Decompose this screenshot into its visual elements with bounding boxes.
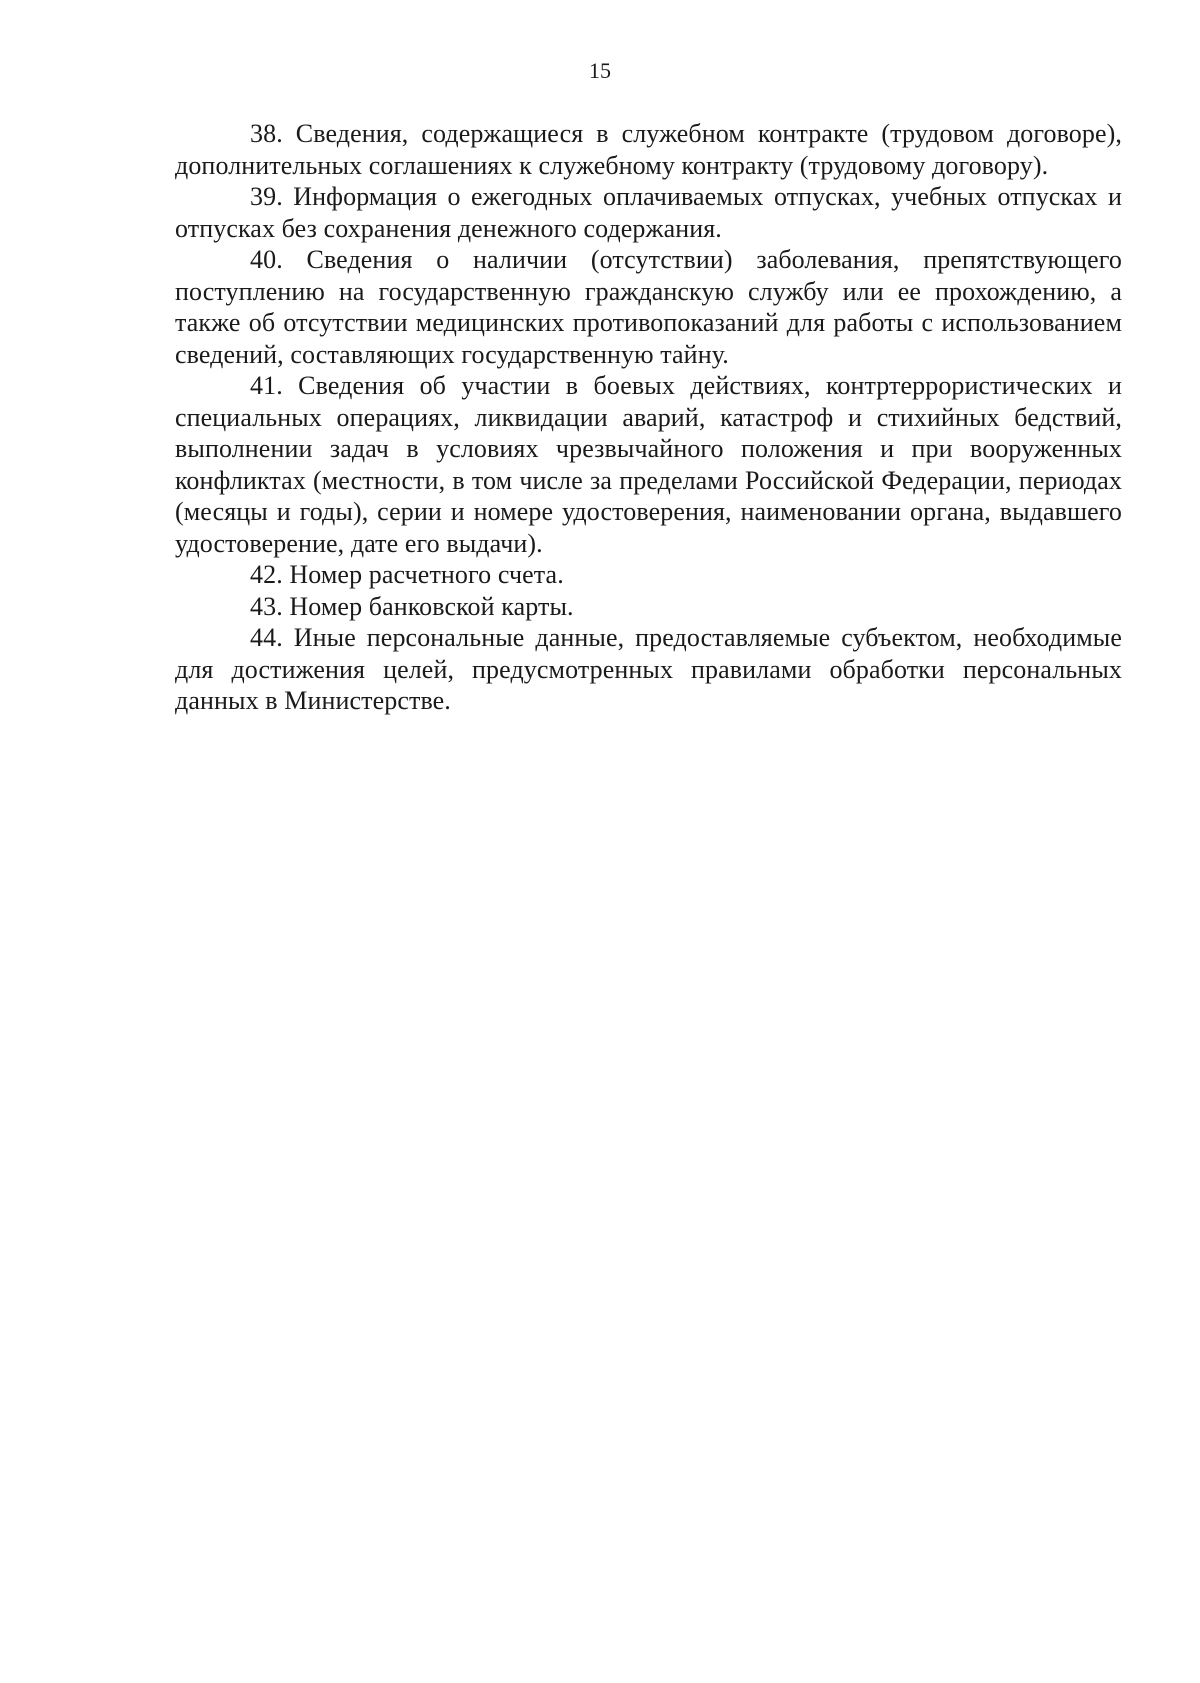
list-item-41: 41. Сведения об участии в боевых действиях, контртеррористических и специальных операциях, ликвидации аварий, катастроф и стихийных бедствий, выполнении задач в условиях чрезвычайного положения и при вооруженных конфликтах (местности, в том числе за пределами Российской Федерации, периодах (месяцы и годы), серии и номере удостоверения, наименовании органа, выдавшего удостоверение, дате его выдачи). [175,371,1122,558]
document-body [175,118,1122,717]
page-number: 15 [589,58,611,83]
list-item-40: 40. Сведения о наличии (отсутствии) заболевания, препятствующего поступлению на государственную гражданскую службу или ее прохождению, а также об отсутствии медицинских противопоказаний для работы с использованием сведений, составляющих государственную тайну. [175,245,1122,369]
list-item-38: 38. Сведения, содержащиеся в служебном контракте (трудовом договоре), дополнительных соглашениях к служебному контракту (трудовому договору). [175,119,1122,180]
list-item-44: 44. Иные персональные данные, предоставляемые субъектом, необходимые для достижения целей, предусмотренных правилами обработки персональных данных в Министерстве. [175,623,1122,715]
list-item-39: 39. Информация о ежегодных оплачиваемых отпусках, учебных отпусках и отпусках без сохранения денежного содержания. [175,182,1122,243]
list-item-42: 42. Номер расчетного счета. [250,560,564,589]
list-item-43: 43. Номер банковской карты. [250,591,574,621]
